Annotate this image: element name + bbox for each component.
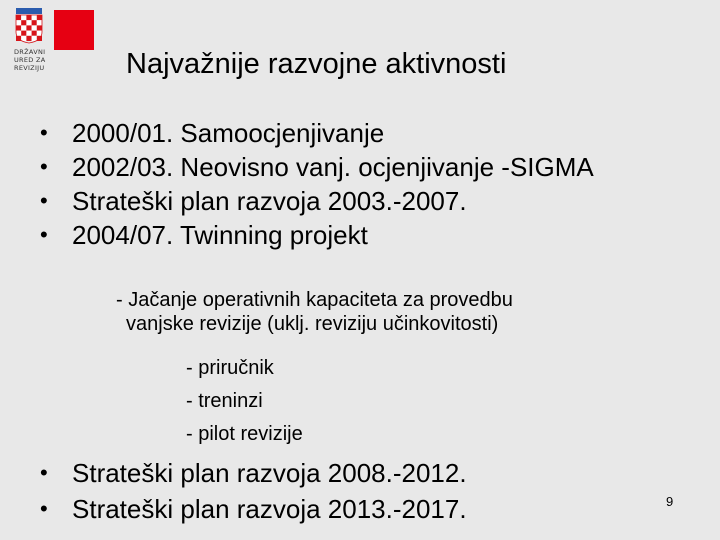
shield-checker-square — [21, 36, 26, 41]
bullet-icon: • — [40, 154, 48, 179]
shield-checker-square — [21, 20, 26, 25]
logo-text — [14, 48, 54, 72]
sub-item: - pilot revizije — [186, 423, 303, 445]
shield-checker-square — [26, 31, 31, 36]
croatian-coat-of-arms-icon — [14, 8, 44, 44]
bullet-item — [40, 150, 594, 184]
bullet-icon: • — [40, 120, 48, 145]
logo-text-line-3: REVIZIJU — [14, 64, 45, 72]
shield-checker-square — [16, 20, 21, 25]
shield-checker-square — [21, 25, 26, 30]
bullet-item — [40, 184, 594, 218]
bullet-text: 2000/01. Samoocjenjivanje — [72, 118, 385, 148]
bullet-item — [40, 491, 467, 527]
bullet-icon: • — [40, 460, 48, 485]
bullet-item — [40, 116, 594, 150]
sub-item-list — [186, 352, 303, 451]
shield-checker-square — [32, 20, 37, 25]
shield-checker-square — [21, 31, 26, 36]
logo-text-line-1: DRŽAVNI — [14, 48, 46, 56]
main-bullet-list — [40, 116, 594, 252]
shield-checker-square — [26, 20, 31, 25]
bullet-text: Strateški plan razvoja 2003.-2007. — [72, 186, 467, 216]
shield-checker-square — [32, 36, 37, 41]
shield-checker-square — [37, 15, 42, 20]
shield-checker-square — [26, 36, 31, 41]
sub-point-line-2: vanjske revizije (uklj. reviziju učinkovitosti) — [126, 313, 499, 335]
bullet-text: Strateški plan razvoja 2008.-2012. — [72, 458, 467, 488]
bullet-item — [40, 455, 467, 491]
bullet-icon: • — [40, 496, 48, 521]
shield-checker-square — [26, 25, 31, 30]
shield-checker-square — [32, 25, 37, 30]
bullet-icon: • — [40, 188, 48, 213]
logo-text-line-2: URED ZA — [14, 56, 46, 64]
bullet-text: Strateški plan razvoja 2013.-2017. — [72, 494, 467, 524]
bullet-text: 2004/07. Twinning projekt — [72, 220, 368, 250]
bullet-text: 2002/03. Neovisno vanj. ocjenjivanje -SIGMA — [72, 152, 594, 182]
sub-point-line-1: - Jačanje operativnih kapaciteta za provedbu — [116, 289, 513, 311]
shield-checker-square — [32, 31, 37, 36]
red-square-logo — [54, 10, 94, 50]
shield-checker-square — [37, 20, 42, 25]
logo — [14, 8, 86, 72]
sub-item: - treninzi — [186, 390, 263, 412]
bottom-bullet-list — [40, 455, 467, 527]
page-number: 9 — [666, 494, 674, 509]
shield-checker-square — [21, 15, 26, 20]
shield-checker-square — [16, 15, 21, 20]
shield-checker-square — [37, 25, 42, 30]
shield-checker-square — [26, 15, 31, 20]
shield-checker-square — [32, 15, 37, 20]
bullet-icon: • — [40, 222, 48, 247]
shield-checker-square — [16, 25, 21, 30]
slide-title: Najvažnije razvojne aktivnosti — [126, 48, 507, 80]
bullet-item — [40, 218, 594, 252]
sub-item: - priručnik — [186, 357, 274, 379]
